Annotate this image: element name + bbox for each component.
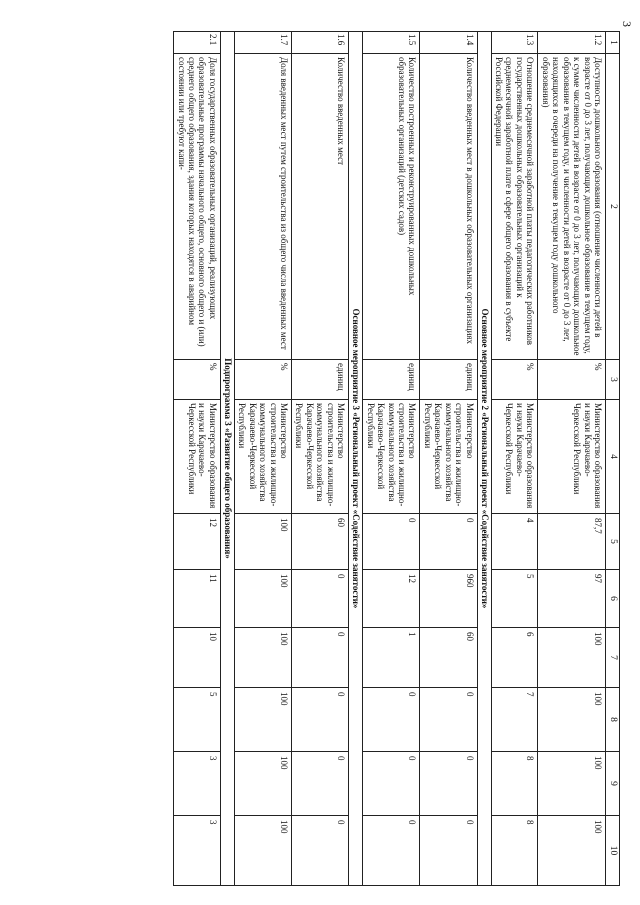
unit: % [538,360,606,400]
header-cell: 6 [605,570,619,628]
value-col-10: 0 [420,816,477,886]
header-cell: 9 [605,752,619,816]
value-col-5: 12 [174,514,221,570]
unit: единиц [292,360,349,400]
indicator-name: Отношение среднемесячной заработной платы педагогических работников государственных дошкольных образовательных организаций к среднемесячной заработной плате в сфере общего образования в субъекте Российской Федерации [491,54,538,360]
unit: % [234,360,291,400]
row-number: 1.3 [491,32,538,54]
value-col-6: 0 [292,570,349,628]
section-heading: Основное мероприятие 2 «Региональный проект «Содействие занятости» [477,32,491,886]
value-col-7: 100 [234,628,291,688]
row-number: 1.4 [420,32,477,54]
value-col-10: 0 [363,816,420,886]
value-col-8: 5 [174,688,221,752]
table-row [538,32,606,886]
section-heading-row [220,32,234,886]
row-number: 1.7 [234,32,291,54]
value-col-5: 100 [234,514,291,570]
header-cell: 5 [605,514,619,570]
indicator-name: Доля введенных мест путем строительства из общего числа введенных мест [234,54,291,360]
responsible-executor: Министерство строительства и жилищно-коммунального хозяйства Карачаево-Черкесской Республики [363,400,420,514]
responsible-executor: Министерство образования и науки Карачаево-Черкесской Республики [491,400,538,514]
value-col-6: 5 [491,570,538,628]
value-col-6: 11 [174,570,221,628]
responsible-executor: Министерство строительства и жилищно-коммунального хозяйства Карачаево-Черкесской Республики [292,400,349,514]
responsible-executor: Министерство строительства и жилищно-коммунального хозяйства Карачаево-Черкесской Республики [234,400,291,514]
value-col-7: 6 [491,628,538,688]
table-row [420,32,477,886]
value-col-5: 87,7 [538,514,606,570]
value-col-8: 100 [234,688,291,752]
table-row [174,32,221,886]
value-col-10: 100 [234,816,291,886]
unit: % [491,360,538,400]
value-col-7: 100 [538,628,606,688]
value-col-6: 97 [538,570,606,628]
row-number: 1.5 [363,32,420,54]
value-col-7: 60 [420,628,477,688]
value-col-8: 0 [420,688,477,752]
header-cell: 7 [605,628,619,688]
responsible-executor: Министерство образования и науки Карачаево-Черкесской Республики [538,400,606,514]
value-col-6: 960 [420,570,477,628]
table-row [491,32,538,886]
table-row [234,32,291,886]
value-col-9: 0 [292,752,349,816]
indicator-name: Количество построенных и реконструированных дошкольных образовательных организаций (детских садов) [363,54,420,360]
responsible-executor: Министерство образования и науки Карачаево-Черкесской Республики [174,400,221,514]
unit: % [174,360,221,400]
value-col-10: 8 [491,816,538,886]
value-col-9: 0 [420,752,477,816]
header-cell: 2 [605,54,619,360]
page-number: 3 [620,21,634,27]
value-col-8: 7 [491,688,538,752]
value-col-9: 100 [538,752,606,816]
value-col-5: 4 [491,514,538,570]
section-heading: Основное мероприятие 3 «Региональный проект «Содействие занятости» [349,32,363,886]
value-col-10: 3 [174,816,221,886]
unit: единиц [420,360,477,400]
value-col-10: 0 [292,816,349,886]
value-col-5: 0 [363,514,420,570]
section-heading-row [349,32,363,886]
value-col-7: 0 [292,628,349,688]
indicators-table [173,31,620,886]
table-row [292,32,349,886]
value-col-9: 8 [491,752,538,816]
table-row [363,32,420,886]
row-number: 2.1 [174,32,221,54]
value-col-9: 0 [363,752,420,816]
row-number: 1.2 [538,32,606,54]
header-cell: 1 [605,32,619,54]
section-heading-row [477,32,491,886]
value-col-9: 3 [174,752,221,816]
value-col-5: 0 [420,514,477,570]
header-cell: 3 [605,360,619,400]
value-col-7: 1 [363,628,420,688]
unit: единиц [363,360,420,400]
value-col-6: 12 [363,570,420,628]
indicator-name: Количество введенных мест в дошкольных образовательных организациях [420,54,477,360]
row-number: 1.6 [292,32,349,54]
indicator-name: Количество введенных мест [292,54,349,360]
value-col-8: 100 [538,688,606,752]
value-col-8: 0 [363,688,420,752]
value-col-5: 60 [292,514,349,570]
indicator-name: Доля государственных образовательных организаций, реализующих образовательные программы начального общего, основного общего и (или) среднего общего образования, здания которых находятся в аварийном состоянии или требуют капи- [174,54,221,360]
header-cell: 10 [605,816,619,886]
header-cell: 4 [605,400,619,514]
responsible-executor: Министерство строительства и жилищно-коммунального хозяйства Карачаево-Черкесской Республики [420,400,477,514]
indicator-name: Доступность дошкольного образования (отношение численности детей в возрасте от 0 до 3 лет, получающих дошкольное образование в текущем году, к сумме численности детей в возрасте от 0 до 3 лет, получающих дошкольное образование в текущем году, и численности детей в возрасте от 0 до 3 лет, находящихся в очереди на получение в текущем году дошкольного образования) [538,54,606,360]
value-col-10: 100 [538,816,606,886]
header-cell: 8 [605,688,619,752]
section-heading: Подпрограмма 3 «Развитие общего образования» [220,32,234,886]
header-row [605,32,619,886]
value-col-9: 100 [234,752,291,816]
value-col-8: 0 [292,688,349,752]
value-col-7: 10 [174,628,221,688]
indicators-table-sheet [58,31,620,885]
value-col-6: 100 [234,570,291,628]
